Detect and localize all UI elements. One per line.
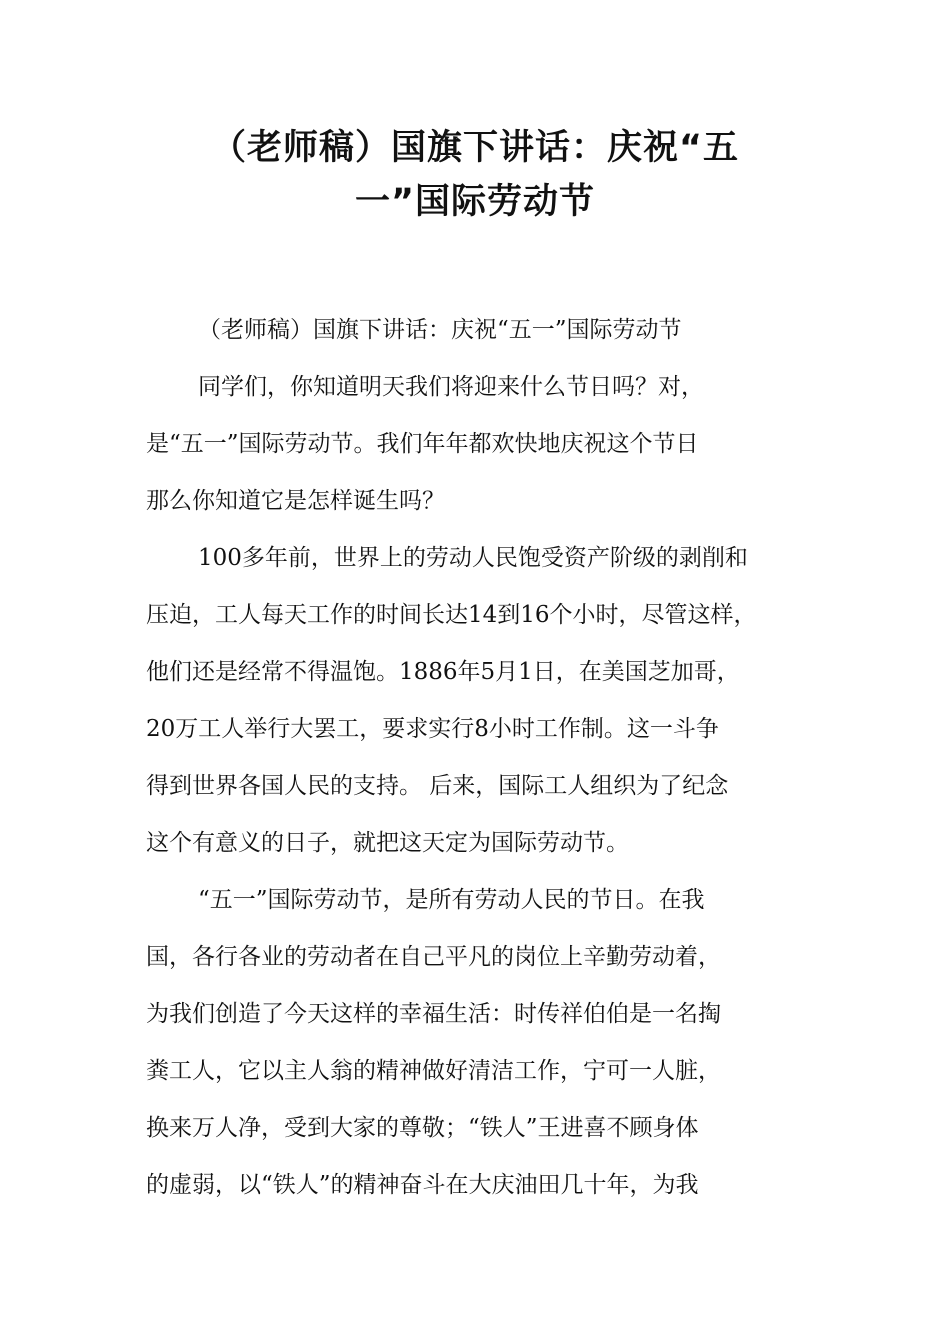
paragraph-1-line-2: 是“五一”国际劳动节。我们年年都欢快地庆祝这个节日 bbox=[146, 431, 699, 457]
paragraph-2-line-5: 得到世界各国人民的支持。 后来，国际工人组织为了纪念 bbox=[146, 773, 729, 799]
paragraph-2-line-6: 这个有意义的日子，就把这天定为国际劳动节。 bbox=[146, 830, 629, 856]
document-title-line-2: 一”国际劳动节 bbox=[354, 182, 595, 222]
paragraph-2-line-4: 20万工人举行大罢工，要求实行8小时工作制。这一斗争 bbox=[146, 716, 719, 742]
paragraph-3-line-4: 粪工人，它以主人翁的精神做好清洁工作，宁可一人脏， bbox=[146, 1058, 721, 1084]
paragraph-3-line-3: 为我们创造了今天这样的幸福生活：时传祥伯伯是一名掏 bbox=[146, 1001, 721, 1027]
paragraph-2-line-1: 100多年前，世界上的劳动人民饱受资产阶级的剥削和 bbox=[198, 545, 748, 571]
paragraph-2-line-3: 他们还是经常不得温饱。1886年5月1日，在美国芝加哥， bbox=[146, 659, 740, 685]
paragraph-1-line-1: 同学们，你知道明天我们将迎来什么节日吗？对， bbox=[198, 374, 704, 400]
paragraph-3-line-5: 换来万人净，受到大家的尊敬；“铁人”王进喜不顾身体 bbox=[146, 1115, 699, 1141]
paragraph-3-line-1: “五一”国际劳动节，是所有劳动人民的节日。在我 bbox=[198, 887, 705, 913]
paragraph-3-line-6: 的虚弱，以“铁人”的精神奋斗在大庆油田几十年，为我 bbox=[146, 1172, 699, 1198]
paragraph-1-line-3: 那么你知道它是怎样诞生吗？ bbox=[146, 488, 445, 514]
paragraph-2-line-2: 压迫，工人每天工作的时间长达14到16个小时，尽管这样， bbox=[146, 602, 757, 628]
paragraph-3-line-2: 国，各行各业的劳动者在自己平凡的岗位上辛勤劳动着， bbox=[146, 944, 721, 970]
subtitle-line: （老师稿）国旗下讲话：庆祝“五一”国际劳动节 bbox=[198, 317, 682, 343]
document-title-line-1: （老师稿）国旗下讲话：庆祝“五 bbox=[210, 128, 739, 168]
